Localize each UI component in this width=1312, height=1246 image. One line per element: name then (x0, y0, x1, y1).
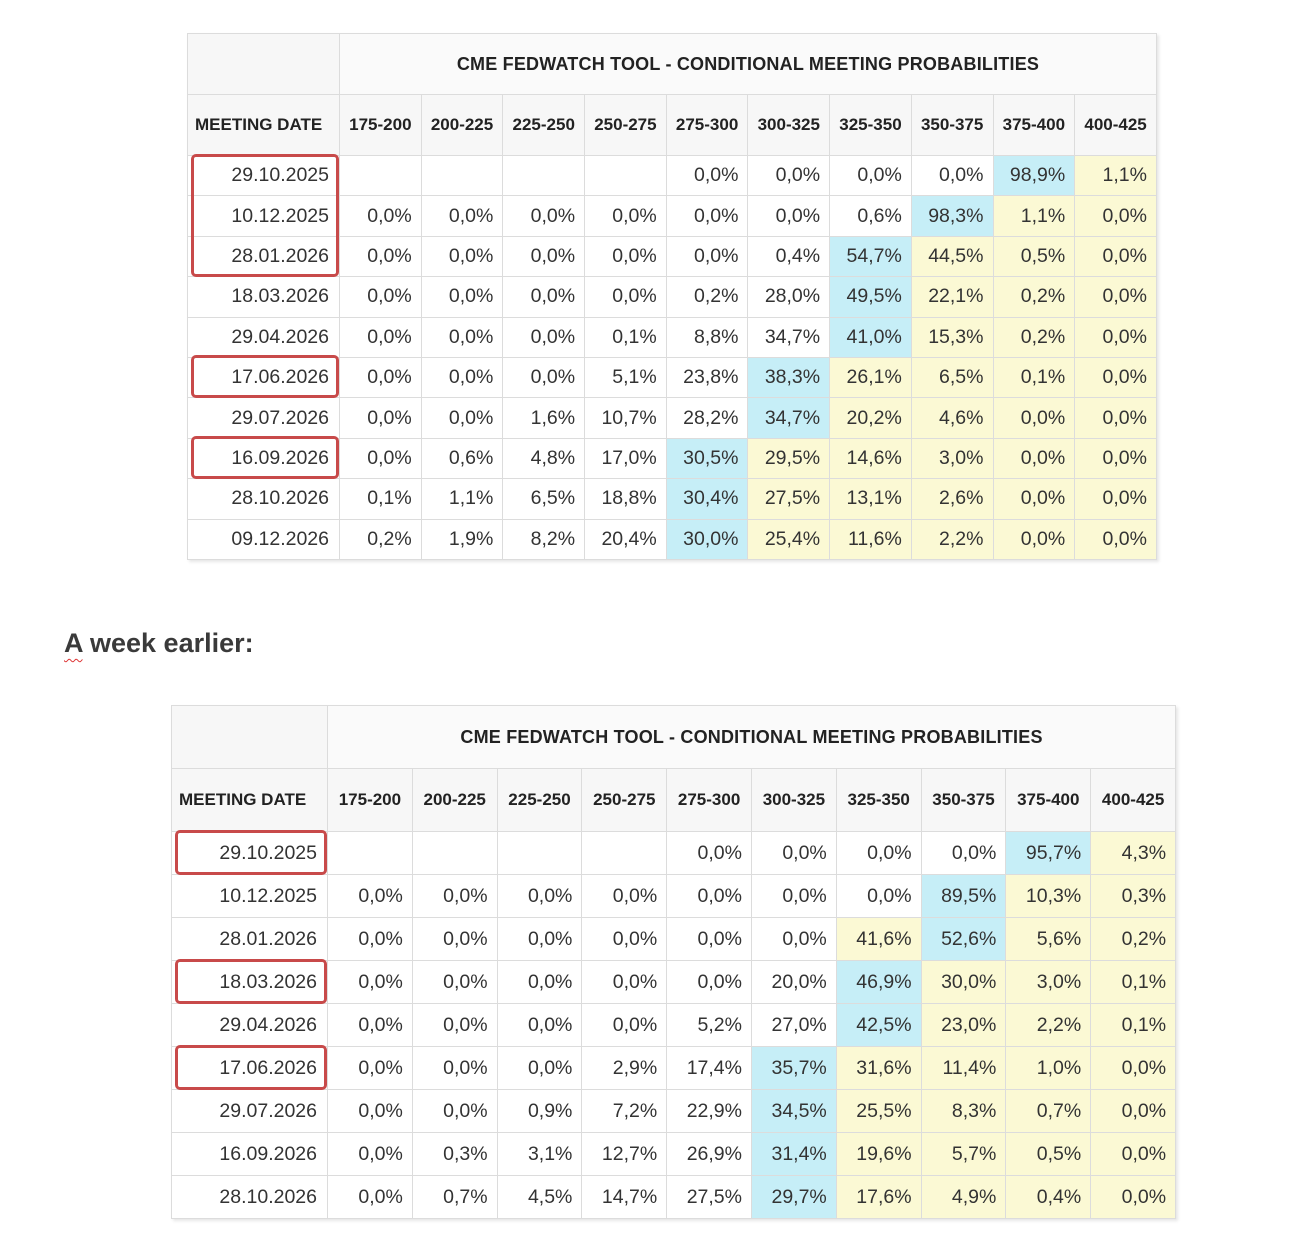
probability-cell: 0,0% (582, 875, 667, 918)
probability-cell: 6,5% (911, 357, 993, 397)
probability-cell: 0,0% (585, 236, 667, 276)
probability-cell: 3,1% (497, 1133, 582, 1176)
table-row (172, 1047, 1176, 1090)
probability-cell: 0,0% (340, 438, 422, 478)
meeting-date-cell: 17.06.2026 (172, 1047, 328, 1090)
probability-cell: 0,6% (421, 438, 503, 478)
rate-range-header: 175-200 (340, 95, 422, 156)
table-row (188, 519, 1157, 559)
probability-cell: 0,3% (412, 1133, 497, 1176)
probability-cell: 0,0% (993, 398, 1075, 438)
probability-cell: 0,3% (1091, 875, 1176, 918)
probability-cell: 0,0% (328, 1133, 413, 1176)
probability-cell: 12,7% (582, 1133, 667, 1176)
rate-range-header: 375-400 (1006, 769, 1091, 832)
probability-cell: 0,0% (666, 156, 748, 196)
probability-cell: 28,0% (748, 277, 830, 317)
probability-cell: 20,2% (830, 398, 912, 438)
probability-cell: 0,0% (328, 918, 413, 961)
probability-cell: 0,0% (582, 918, 667, 961)
probability-cell: 0,2% (340, 519, 422, 559)
probability-cell: 41,6% (836, 918, 921, 961)
probability-cell: 0,0% (666, 196, 748, 236)
probability-cell: 0,1% (993, 357, 1075, 397)
probability-cell: 17,4% (667, 1047, 752, 1090)
table-title: CME FEDWATCH TOOL - CONDITIONAL MEETING PROBABILITIES (340, 34, 1157, 95)
probability-cell: 0,0% (1075, 357, 1157, 397)
meeting-date-cell: 29.04.2026 (172, 1004, 328, 1047)
meeting-date-header: MEETING DATE (172, 769, 328, 832)
probability-cell: 1,1% (993, 196, 1075, 236)
probability-cell: 1,1% (1075, 156, 1157, 196)
probability-cell: 0,0% (412, 1004, 497, 1047)
probability-cell: 0,0% (421, 357, 503, 397)
probability-cell: 0,0% (1091, 1133, 1176, 1176)
probability-cell (497, 832, 582, 875)
probability-cell: 0,0% (1075, 479, 1157, 519)
probability-cell: 0,0% (836, 875, 921, 918)
probability-cell: 0,0% (421, 277, 503, 317)
probability-cell: 0,2% (666, 277, 748, 317)
table-row (172, 961, 1176, 1004)
table-row (172, 1133, 1176, 1176)
header-row (188, 95, 1157, 156)
probability-cell: 0,0% (412, 1047, 497, 1090)
probability-cell: 0,0% (1091, 1090, 1176, 1133)
probability-cell: 30,0% (666, 519, 748, 559)
meeting-date-cell: 28.10.2026 (188, 479, 340, 519)
probability-cell: 26,1% (830, 357, 912, 397)
fedwatch-table-current (187, 33, 1156, 560)
probability-cell: 89,5% (921, 875, 1006, 918)
probability-cell: 0,2% (993, 317, 1075, 357)
meeting-date-cell: 16.09.2026 (172, 1133, 328, 1176)
table-body (188, 156, 1157, 560)
rate-range-header: 375-400 (993, 95, 1075, 156)
header-row (172, 769, 1176, 832)
probability-cell: 0,0% (1091, 1176, 1176, 1219)
probability-cell: 29,5% (748, 438, 830, 478)
probability-cell: 31,6% (836, 1047, 921, 1090)
probability-cell: 0,0% (412, 1090, 497, 1133)
fedwatch-table-week-earlier (171, 705, 1175, 1219)
probability-cell: 0,0% (412, 875, 497, 918)
probability-cell: 34,7% (748, 317, 830, 357)
probability-cell: 0,0% (993, 479, 1075, 519)
probability-cell: 0,0% (328, 1090, 413, 1133)
probability-cell: 0,0% (328, 961, 413, 1004)
probability-cell: 0,0% (340, 277, 422, 317)
probability-cell: 1,1% (421, 479, 503, 519)
probability-cell: 0,0% (1075, 277, 1157, 317)
probability-cell: 0,7% (412, 1176, 497, 1219)
probability-cell: 2,9% (582, 1047, 667, 1090)
probability-cell: 13,1% (830, 479, 912, 519)
probability-cell: 11,4% (921, 1047, 1006, 1090)
probability-cell: 4,5% (497, 1176, 582, 1219)
rate-range-header: 225-250 (503, 95, 585, 156)
probability-cell: 0,0% (993, 519, 1075, 559)
probability-cell: 0,0% (340, 236, 422, 276)
probability-cell: 2,2% (1006, 1004, 1091, 1047)
table-row (188, 156, 1157, 196)
table-row (172, 1004, 1176, 1047)
meeting-date-cell: 16.09.2026 (188, 438, 340, 478)
probability-cell: 0,5% (993, 236, 1075, 276)
probability-cell: 27,5% (748, 479, 830, 519)
probability-cell (585, 156, 667, 196)
probability-cell: 0,2% (993, 277, 1075, 317)
probability-cell: 0,0% (497, 875, 582, 918)
probability-cell: 0,0% (1075, 196, 1157, 236)
rate-range-header: 250-275 (582, 769, 667, 832)
probability-cell: 34,7% (748, 398, 830, 438)
probability-cell: 30,0% (921, 961, 1006, 1004)
probability-cell: 5,2% (667, 1004, 752, 1047)
table-row (172, 1090, 1176, 1133)
probability-cell: 0,7% (1006, 1090, 1091, 1133)
probability-cell (328, 832, 413, 875)
probability-cell: 95,7% (1006, 832, 1091, 875)
probability-cell: 0,1% (1091, 1004, 1176, 1047)
probability-cell: 3,0% (911, 438, 993, 478)
probability-cell: 0,0% (1075, 317, 1157, 357)
probability-cell: 4,8% (503, 438, 585, 478)
rate-range-header: 300-325 (751, 769, 836, 832)
probability-cell: 0,0% (585, 277, 667, 317)
probability-cell: 0,0% (666, 236, 748, 276)
meeting-date-cell: 10.12.2025 (172, 875, 328, 918)
probability-cell: 0,0% (497, 1047, 582, 1090)
probability-cell: 0,0% (421, 236, 503, 276)
probability-cell: 23,8% (666, 357, 748, 397)
table-row (172, 918, 1176, 961)
probability-cell: 0,0% (328, 875, 413, 918)
meeting-date-cell: 09.12.2026 (188, 519, 340, 559)
probability-cell: 3,0% (1006, 961, 1091, 1004)
probability-cell: 0,0% (497, 961, 582, 1004)
meeting-date-cell: 29.07.2026 (172, 1090, 328, 1133)
rate-range-header: 225-250 (497, 769, 582, 832)
probability-cell: 0,0% (412, 918, 497, 961)
probability-cell: 31,4% (751, 1133, 836, 1176)
probability-cell: 0,0% (921, 832, 1006, 875)
probability-cell: 0,0% (421, 398, 503, 438)
probability-cell: 0,9% (497, 1090, 582, 1133)
probability-cell: 0,0% (836, 832, 921, 875)
probability-cell: 1,9% (421, 519, 503, 559)
probability-cell: 20,4% (585, 519, 667, 559)
rate-range-header: 275-300 (667, 769, 752, 832)
table-row (188, 357, 1157, 397)
probability-cell: 49,5% (830, 277, 912, 317)
table-corner (188, 34, 340, 95)
table-row (188, 277, 1157, 317)
probability-cell: 0,0% (503, 277, 585, 317)
probability-cell: 27,5% (667, 1176, 752, 1219)
rate-range-header: 300-325 (748, 95, 830, 156)
probability-cell: 4,9% (921, 1176, 1006, 1219)
probability-cell: 0,0% (503, 317, 585, 357)
table-row (172, 832, 1176, 875)
probability-cell: 4,3% (1091, 832, 1176, 875)
probability-cell: 22,9% (667, 1090, 752, 1133)
probability-cell: 0,0% (751, 918, 836, 961)
probability-cell: 0,0% (993, 438, 1075, 478)
probability-cell: 5,7% (921, 1133, 1006, 1176)
probability-cell: 0,0% (667, 832, 752, 875)
probability-cell: 0,0% (497, 1004, 582, 1047)
probability-cell: 6,5% (503, 479, 585, 519)
probability-cell: 14,7% (582, 1176, 667, 1219)
probability-cell: 54,7% (830, 236, 912, 276)
meeting-date-cell: 28.01.2026 (188, 236, 340, 276)
rate-range-header: 200-225 (412, 769, 497, 832)
meeting-date-cell: 18.03.2026 (188, 277, 340, 317)
probability-cell: 98,3% (911, 196, 993, 236)
meeting-date-header: MEETING DATE (188, 95, 340, 156)
probability-cell: 34,5% (751, 1090, 836, 1133)
table-body (172, 832, 1176, 1219)
probability-cell: 0,0% (585, 196, 667, 236)
rate-range-header: 350-375 (911, 95, 993, 156)
probability-cell: 10,3% (1006, 875, 1091, 918)
meeting-date-cell: 29.04.2026 (188, 317, 340, 357)
meeting-date-cell: 29.10.2025 (188, 156, 340, 196)
probability-cell: 0,4% (748, 236, 830, 276)
table-row (188, 398, 1157, 438)
rate-range-header: 400-425 (1091, 769, 1176, 832)
meeting-date-cell: 28.10.2026 (172, 1176, 328, 1219)
rate-range-header: 325-350 (836, 769, 921, 832)
probability-cell: 1,0% (1006, 1047, 1091, 1090)
probability-cell: 0,0% (340, 398, 422, 438)
probability-cell: 19,6% (836, 1133, 921, 1176)
probability-cell: 5,1% (585, 357, 667, 397)
probability-cell: 0,0% (1075, 519, 1157, 559)
probability-cell: 25,5% (836, 1090, 921, 1133)
rate-range-header: 275-300 (666, 95, 748, 156)
rate-range-header: 250-275 (585, 95, 667, 156)
probability-cell: 41,0% (830, 317, 912, 357)
meeting-date-cell: 28.01.2026 (172, 918, 328, 961)
probability-cell: 29,7% (751, 1176, 836, 1219)
probability-cell: 0,1% (340, 479, 422, 519)
probability-cell: 0,0% (830, 156, 912, 196)
probability-cell: 23,0% (921, 1004, 1006, 1047)
probability-cell: 42,5% (836, 1004, 921, 1047)
probability-cell: 0,0% (421, 196, 503, 236)
probability-cell: 0,0% (412, 961, 497, 1004)
probability-cell: 28,2% (666, 398, 748, 438)
rate-range-header: 400-425 (1075, 95, 1157, 156)
probability-cell: 0,0% (328, 1047, 413, 1090)
table-row (172, 875, 1176, 918)
probability-cell: 0,0% (582, 961, 667, 1004)
meeting-date-cell: 29.07.2026 (188, 398, 340, 438)
probability-cell: 0,0% (582, 1004, 667, 1047)
probability-cell: 22,1% (911, 277, 993, 317)
caption-first-word: A (64, 628, 83, 658)
probability-cell: 35,7% (751, 1047, 836, 1090)
probability-cell: 30,5% (666, 438, 748, 478)
probability-cell: 0,0% (667, 875, 752, 918)
probability-cell: 2,2% (911, 519, 993, 559)
probability-cell: 0,0% (667, 961, 752, 1004)
probability-cell: 0,2% (1091, 918, 1176, 961)
probability-cell: 0,1% (585, 317, 667, 357)
table-row (188, 438, 1157, 478)
probability-cell: 10,7% (585, 398, 667, 438)
probability-cell: 8,8% (666, 317, 748, 357)
probability-cell: 0,0% (340, 196, 422, 236)
table-row (172, 1176, 1176, 1219)
probability-cell: 0,0% (340, 317, 422, 357)
probability-cell: 2,6% (911, 479, 993, 519)
probability-cell: 8,3% (921, 1090, 1006, 1133)
probability-cell: 15,3% (911, 317, 993, 357)
table-title: CME FEDWATCH TOOL - CONDITIONAL MEETING PROBABILITIES (328, 706, 1176, 769)
meeting-date-cell: 17.06.2026 (188, 357, 340, 397)
probability-cell: 4,6% (911, 398, 993, 438)
table-row (188, 196, 1157, 236)
probability-cell: 0,1% (1091, 961, 1176, 1004)
probability-cell (340, 156, 422, 196)
probability-cell: 0,0% (503, 196, 585, 236)
probability-cell: 17,0% (585, 438, 667, 478)
rate-range-header: 200-225 (421, 95, 503, 156)
probability-cell: 8,2% (503, 519, 585, 559)
meeting-date-cell: 18.03.2026 (172, 961, 328, 1004)
probability-cell: 98,9% (993, 156, 1075, 196)
probability-cell: 27,0% (751, 1004, 836, 1047)
probability-cell: 25,4% (748, 519, 830, 559)
probability-cell: 0,0% (421, 317, 503, 357)
probability-cell: 0,4% (1006, 1176, 1091, 1219)
probability-cell: 0,0% (503, 357, 585, 397)
probability-cell: 52,6% (921, 918, 1006, 961)
probability-cell (412, 832, 497, 875)
probability-cell (503, 156, 585, 196)
probability-cell: 0,0% (328, 1176, 413, 1219)
probability-cell: 18,8% (585, 479, 667, 519)
section-caption (64, 628, 254, 659)
probability-cell: 46,9% (836, 961, 921, 1004)
probability-cell: 0,6% (830, 196, 912, 236)
meeting-date-cell: 29.10.2025 (172, 832, 328, 875)
table-row (188, 317, 1157, 357)
probability-cell: 20,0% (751, 961, 836, 1004)
probability-cell: 0,0% (1091, 1047, 1176, 1090)
rate-range-header: 175-200 (328, 769, 413, 832)
probability-cell: 0,0% (340, 357, 422, 397)
probability-cell: 17,6% (836, 1176, 921, 1219)
probability-cell: 30,4% (666, 479, 748, 519)
rate-range-header: 325-350 (830, 95, 912, 156)
meeting-date-cell: 10.12.2025 (188, 196, 340, 236)
probability-table (171, 705, 1176, 1219)
probability-cell: 7,2% (582, 1090, 667, 1133)
probability-cell: 0,0% (497, 918, 582, 961)
probability-cell: 0,0% (1075, 236, 1157, 276)
probability-cell: 0,0% (751, 875, 836, 918)
probability-cell: 0,0% (503, 236, 585, 276)
probability-cell: 38,3% (748, 357, 830, 397)
rate-range-header: 350-375 (921, 769, 1006, 832)
probability-cell: 0,0% (1075, 398, 1157, 438)
table-corner (172, 706, 328, 769)
caption-rest: week earlier: (82, 628, 254, 658)
probability-cell: 5,6% (1006, 918, 1091, 961)
probability-cell: 44,5% (911, 236, 993, 276)
probability-cell (421, 156, 503, 196)
probability-cell: 14,6% (830, 438, 912, 478)
probability-table (187, 33, 1157, 560)
probability-cell: 0,0% (751, 832, 836, 875)
probability-cell: 0,0% (748, 196, 830, 236)
probability-cell (582, 832, 667, 875)
probability-cell: 0,0% (911, 156, 993, 196)
probability-cell: 11,6% (830, 519, 912, 559)
probability-cell: 0,5% (1006, 1133, 1091, 1176)
probability-cell: 0,0% (667, 918, 752, 961)
probability-cell: 0,0% (1075, 438, 1157, 478)
probability-cell: 26,9% (667, 1133, 752, 1176)
probability-cell: 0,0% (328, 1004, 413, 1047)
probability-cell: 0,0% (748, 156, 830, 196)
table-row (188, 236, 1157, 276)
probability-cell: 1,6% (503, 398, 585, 438)
table-row (188, 479, 1157, 519)
